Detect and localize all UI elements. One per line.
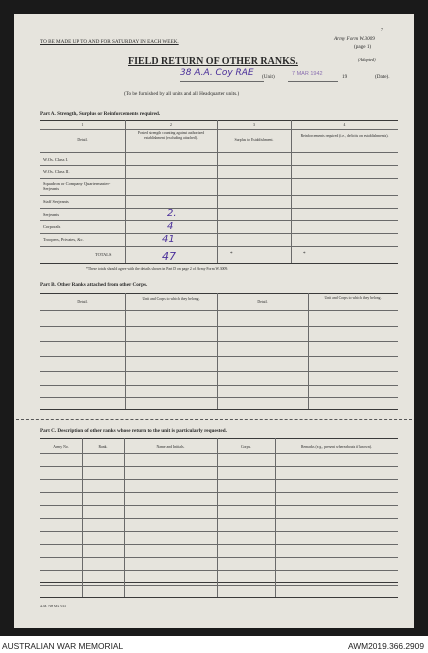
part-c-heading: Part C. Description of other ranks whose return to the unit is particularly requested. xyxy=(40,428,227,434)
part-c-col-rank: Rank. xyxy=(98,445,108,449)
row-rule xyxy=(40,233,398,234)
part-c-header-rule xyxy=(40,453,398,454)
footer-institution: AUSTRALIAN WAR MEMORIAL xyxy=(2,641,124,651)
subtitle: (To be furnished by all units and all Headquarter units.) xyxy=(124,91,240,97)
part-b-col-divider xyxy=(217,293,218,409)
part-c-col-army-no: Army No. xyxy=(53,445,69,449)
part-a-top-rule xyxy=(40,120,398,121)
unit-line xyxy=(180,81,264,82)
form-page xyxy=(14,14,414,628)
part-c-col-remarks: Remarks (e.g., present whereabouts if known). xyxy=(301,445,372,449)
row-rule xyxy=(40,220,398,221)
part-b-row-rule xyxy=(40,371,398,372)
part-b-col-divider xyxy=(308,293,309,409)
part-b-heading: Part B. Other Ranks attached from other Corps. xyxy=(40,282,148,288)
col-number-3: 3 xyxy=(253,123,255,127)
part-c-row-rule xyxy=(40,466,398,467)
col-divider xyxy=(291,120,292,263)
privates-value: 41 xyxy=(162,234,175,245)
row-rule xyxy=(40,178,398,179)
perforation-line xyxy=(16,419,412,420)
col-number-2: 2 xyxy=(170,123,172,127)
part-b-top-rule xyxy=(40,293,398,294)
part-c-row-rule xyxy=(40,505,398,506)
asterisk: * xyxy=(230,251,233,257)
part-b-row-rule xyxy=(40,356,398,357)
part-b-header-rule xyxy=(40,310,398,311)
date-stamp: 7 MAR 1942 xyxy=(292,71,323,77)
form-title: FIELD RETURN OF OTHER RANKS. xyxy=(128,56,298,67)
row-rule xyxy=(40,165,398,166)
col-divider xyxy=(125,120,126,263)
part-c-bottom-rule-2 xyxy=(40,585,398,586)
part-c-col-divider xyxy=(275,438,276,597)
part-c-row-rule xyxy=(40,570,398,571)
part-c-col-name: Name and Initials. xyxy=(156,445,185,449)
col-number-1: 1 xyxy=(81,123,84,127)
totals-bottom-rule xyxy=(40,263,398,264)
part-b-col-unit-corps: Unit and Corps to which they belong. xyxy=(142,297,200,301)
serjeants-value: 2. xyxy=(167,208,177,219)
row-rule xyxy=(40,195,398,196)
header-bottom-rule xyxy=(40,152,398,153)
row-label: Serjeants xyxy=(43,212,60,217)
corner-mark: 7 xyxy=(381,27,383,32)
unit-label: (Unit) xyxy=(262,74,275,80)
part-c-col-divider xyxy=(217,438,218,597)
part-c-col-corps: Corps. xyxy=(240,445,252,449)
top-note: TO BE MADE UP TO AND FOR SATURDAY IN EACH WEEK. xyxy=(40,39,179,45)
asterisk: * xyxy=(303,251,306,257)
page-number: (page 1) xyxy=(354,44,372,50)
row-label: Troopers, Privates, &c. xyxy=(43,237,84,242)
row-label: Corporals xyxy=(43,224,61,229)
row-label: W.Os. Class I. xyxy=(43,157,69,162)
date-label: (Date). xyxy=(375,74,390,80)
part-c-row-rule xyxy=(40,492,398,493)
part-c-col-divider xyxy=(82,438,83,597)
year-prefix: 19 xyxy=(342,74,348,80)
row-label: W.Os. Class II. xyxy=(43,169,70,174)
col-header-detail: Detail. xyxy=(77,138,88,142)
part-b-row-rule xyxy=(40,385,398,386)
adapted-note: (Adapted) xyxy=(358,57,376,62)
col-number-rule xyxy=(40,129,398,130)
part-b-col-unit-corps-2: Unit and Corps to which they belong. xyxy=(324,296,382,300)
unit-handwritten: 38 A.A. Coy RAE xyxy=(180,68,254,78)
row-rule xyxy=(40,246,398,247)
part-c-row-rule xyxy=(40,518,398,519)
totals-label: TOTALS xyxy=(95,252,112,257)
part-b-row-rule xyxy=(40,341,398,342)
col-divider xyxy=(217,120,218,263)
col-header-surplus: Surplus to Establishment. xyxy=(234,138,274,142)
part-c-row-rule xyxy=(40,479,398,480)
part-c-col-divider xyxy=(124,438,125,597)
part-b-col-detail: Detail. xyxy=(77,300,88,304)
part-c-row-rule xyxy=(40,557,398,558)
part-c-end-rule xyxy=(40,597,398,598)
part-b-col-detail-2: Detail. xyxy=(257,300,268,304)
part-c-row-rule xyxy=(40,531,398,532)
part-b-row-rule xyxy=(40,397,398,398)
footer-accession-number: AWM2019.366.2909 xyxy=(347,641,424,651)
totals-value: 47 xyxy=(162,250,176,263)
col-header-reinforcements: Reinforcements required (i.e., deficits on establishments). xyxy=(300,134,389,138)
corporals-value: 4 xyxy=(167,221,174,232)
part-b-bottom-rule xyxy=(40,409,398,410)
print-code: A.M. 728 M/s 5/41 xyxy=(40,604,67,608)
row-rule xyxy=(40,208,398,209)
part-a-footnote: *These totals should agree with the details shown in Part D on page 2 of Army Form W.3009. xyxy=(86,267,229,271)
army-form-number: Army Form W.3009 xyxy=(334,36,375,42)
part-b-row-rule xyxy=(40,326,398,327)
col-number-4: 4 xyxy=(343,123,346,127)
part-c-bottom-rule xyxy=(40,582,398,583)
col-header-posted-strength: Posted strength counting against authorized establishment (excluding attached). xyxy=(137,131,205,140)
date-line xyxy=(288,81,338,82)
part-b-col-divider xyxy=(125,293,126,409)
row-label: Staff Serjeants xyxy=(43,199,69,204)
part-c-row-rule xyxy=(40,544,398,545)
row-label: Squadron or Company Quartermaster-Serjeants xyxy=(43,181,111,191)
part-c-top-rule xyxy=(40,438,398,439)
part-a-heading: Part A. Strength, Surplus or Reinforcements required. xyxy=(40,111,161,117)
